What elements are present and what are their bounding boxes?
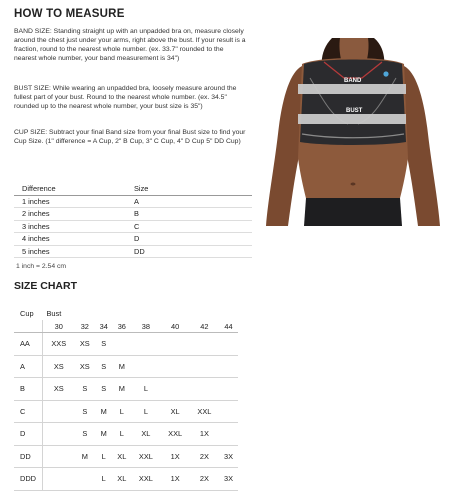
diff-size-cell: A: [126, 195, 252, 208]
size-cell: XS: [43, 355, 75, 378]
difference-header: Difference: [14, 183, 126, 195]
page-title: HOW TO MEASURE: [14, 8, 125, 20]
diff-cell: 1 inches: [14, 195, 126, 208]
size-cell: [43, 400, 75, 423]
diff-size-cell: B: [126, 208, 252, 221]
size-cell: S: [95, 378, 112, 401]
sports-bra-model-photo: [262, 38, 444, 226]
cup-label: B: [14, 378, 43, 401]
size-cell: XXL: [131, 445, 160, 468]
size-cell: 2X: [190, 445, 219, 468]
size-cell: [161, 355, 190, 378]
size-chart-row: [14, 423, 238, 446]
diff-size-cell: D: [126, 233, 252, 246]
size-cell: S: [75, 378, 96, 401]
size-cell: [131, 355, 160, 378]
size-cell: XS: [43, 378, 75, 401]
band-size-header: 34: [95, 320, 112, 333]
cup-label: DDD: [14, 468, 43, 491]
size-cell: L: [95, 468, 112, 491]
cup-column-header: Cup: [20, 308, 34, 318]
size-header: Size: [126, 183, 252, 195]
diff-cell: 4 inches: [14, 233, 126, 246]
size-cell: [43, 423, 75, 446]
size-cell: 1X: [161, 468, 190, 491]
band-size-header: 42: [190, 320, 219, 333]
size-cell: [190, 378, 219, 401]
size-cell: [219, 355, 238, 378]
band-size-header: 36: [112, 320, 131, 333]
size-cell: 1X: [161, 445, 190, 468]
diff-cell: 5 inches: [14, 245, 126, 258]
size-cell: M: [95, 423, 112, 446]
size-cell: 3X: [219, 445, 238, 468]
size-cell: [190, 355, 219, 378]
size-cell: XL: [112, 445, 131, 468]
size-cell: [43, 468, 75, 491]
size-cell: XXL: [190, 400, 219, 423]
size-cell: S: [75, 400, 96, 423]
size-cell: XXS: [43, 333, 75, 356]
size-cell: M: [75, 445, 96, 468]
size-cell: [219, 378, 238, 401]
size-chart-row: [14, 378, 238, 401]
band-header-spacer: [14, 320, 43, 333]
size-cell: XXL: [131, 468, 160, 491]
size-cell: XS: [75, 333, 96, 356]
size-cell: L: [131, 378, 160, 401]
size-chart-row: [14, 355, 238, 378]
band-size-header: 32: [75, 320, 96, 333]
bust-column-header: Bust: [46, 308, 62, 318]
size-cell: [112, 333, 131, 356]
cup-label: A: [14, 355, 43, 378]
size-cell: L: [112, 423, 131, 446]
cup-label: AA: [14, 333, 43, 356]
size-cell: XL: [161, 400, 190, 423]
size-cell: 1X: [190, 423, 219, 446]
conversion-note: 1 inch = 2.54 cm: [16, 263, 67, 270]
cup-label: C: [14, 400, 43, 423]
size-cell: [219, 423, 238, 446]
cup-label: DD: [14, 445, 43, 468]
size-cell: [161, 333, 190, 356]
size-cell: 2X: [190, 468, 219, 491]
size-cell: [219, 400, 238, 423]
band-size-header: 30: [43, 320, 75, 333]
size-cell: L: [112, 400, 131, 423]
size-chart-row: [14, 445, 238, 468]
size-chart-row: [14, 468, 238, 491]
diff-size-cell: C: [126, 220, 252, 233]
size-cell: XXL: [161, 423, 190, 446]
diff-size-cell: DD: [126, 245, 252, 258]
size-cell: M: [112, 378, 131, 401]
cup-label: D: [14, 423, 43, 446]
cup-difference-table: [14, 183, 252, 258]
size-cell: [43, 445, 75, 468]
size-chart-table: [14, 306, 238, 491]
size-cell: 3X: [219, 468, 238, 491]
size-chart-row: [14, 333, 238, 356]
size-cell: [219, 333, 238, 356]
size-chart-row: [14, 400, 238, 423]
size-cell: XS: [75, 355, 96, 378]
diff-cell: 2 inches: [14, 208, 126, 221]
diff-cell: 3 inches: [14, 220, 126, 233]
bust-label: BUST: [346, 108, 363, 114]
size-cell: L: [131, 400, 160, 423]
size-cell: [131, 333, 160, 356]
size-cell: S: [75, 423, 96, 446]
bust-size-instructions: BUST SIZE: While wearing an unpadded bra, loosely measure around the fullest part of your bust. Round to the nearest whole number. (ex. 34.5" rounded up to the nearest whole number, your bust size is 35"): [14, 85, 237, 110]
size-cell: L: [95, 445, 112, 468]
size-cell: [190, 333, 219, 356]
band-size-header: 38: [131, 320, 160, 333]
band-size-instructions: BAND SIZE: Standing straight up with an unpadded bra on, measure closely around the chest just under your arms, right above the bust. If your result is a fraction, round to the nearest whole number. (ex. 33.7" rounded to the nearest whole number, your band measurement is 34"): [14, 28, 246, 62]
size-cell: XL: [131, 423, 160, 446]
size-cell: M: [95, 400, 112, 423]
size-cell: XL: [112, 468, 131, 491]
size-cell: [161, 378, 190, 401]
band-size-header: 44: [219, 320, 238, 333]
size-cell: S: [95, 333, 112, 356]
cup-size-instructions: CUP SIZE: Subtract your final Band size from your final Bust size to find your Cup Size. (1" difference = A Cup, 2" B Cup, 3" C Cup, 4" D Cup 5" DD Cup): [14, 129, 246, 145]
size-cell: S: [95, 355, 112, 378]
band-label: BAND: [344, 78, 362, 84]
size-cell: [75, 468, 96, 491]
size-chart-title: SIZE CHART: [14, 280, 77, 292]
band-size-header: 40: [161, 320, 190, 333]
size-cell: M: [112, 355, 131, 378]
